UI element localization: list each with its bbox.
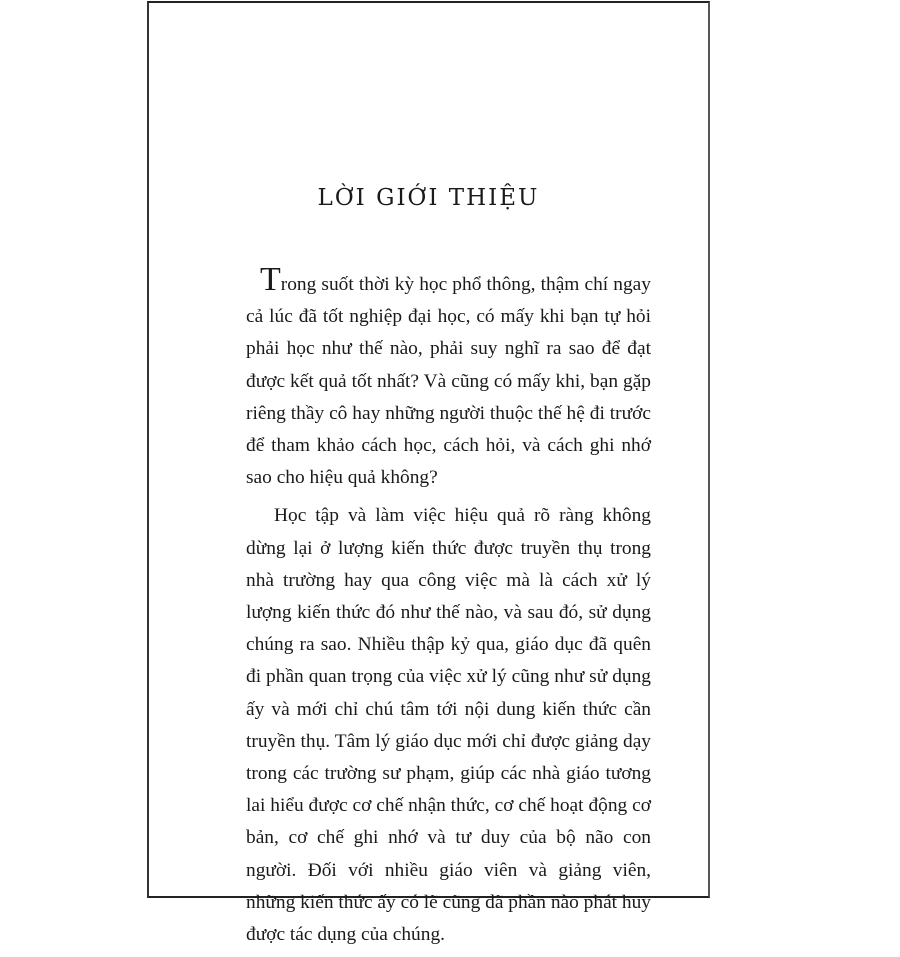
paragraph-1 (246, 261, 651, 494)
drop-cap: T (260, 261, 281, 298)
paragraph-1-text: rong suốt thời kỳ học phổ thông, thậm chí ngay cả lúc đã tốt nghiệp đại học, có mấy khi bạn tự hỏi phải học như thế nào, phải suy nghĩ ra sao để đạt được kết quả tốt nhất? Và cũng có mấy khi, bạn gặp riêng thầy cô hay những người thuộc thế hệ đi trước để tham khảo cách học, cách hỏi, và cách ghi nhớ sao cho hiệu quả không? (246, 274, 651, 489)
book-page (147, 1, 710, 946)
body-text (246, 261, 651, 957)
chapter-title: LỜI GIỚI THIỆU (317, 185, 540, 211)
paragraph-2: Học tập và làm việc hiệu quả rõ ràng không dừng lại ở lượng kiến thức được truyền thụ trong nhà trường hay qua công việc mà là cách xử lý lượng kiến thức đó như thế nào, và sau đó, sử dụng chúng ra sao. Nhiều thập kỷ qua, giáo dục đã quên đi phần quan trọng của việc xử lý cũng như sử dụng ấy và mới chỉ chú tâm tới nội dung kiến thức cần truyền thụ. Tâm lý giáo dục mới chỉ được giảng dạy trong các trường sư phạm, giúp các nhà giáo tương lai hiểu được cơ chế nhận thức, cơ chế hoạt động cơ bản, cơ chế ghi nhớ và tư duy của bộ não con người. Đối với nhiều giáo viên và giảng viên, những kiến thức ấy có lẽ cũng đã phần nào phát huy được tác dụng của chúng. (246, 505, 651, 946)
